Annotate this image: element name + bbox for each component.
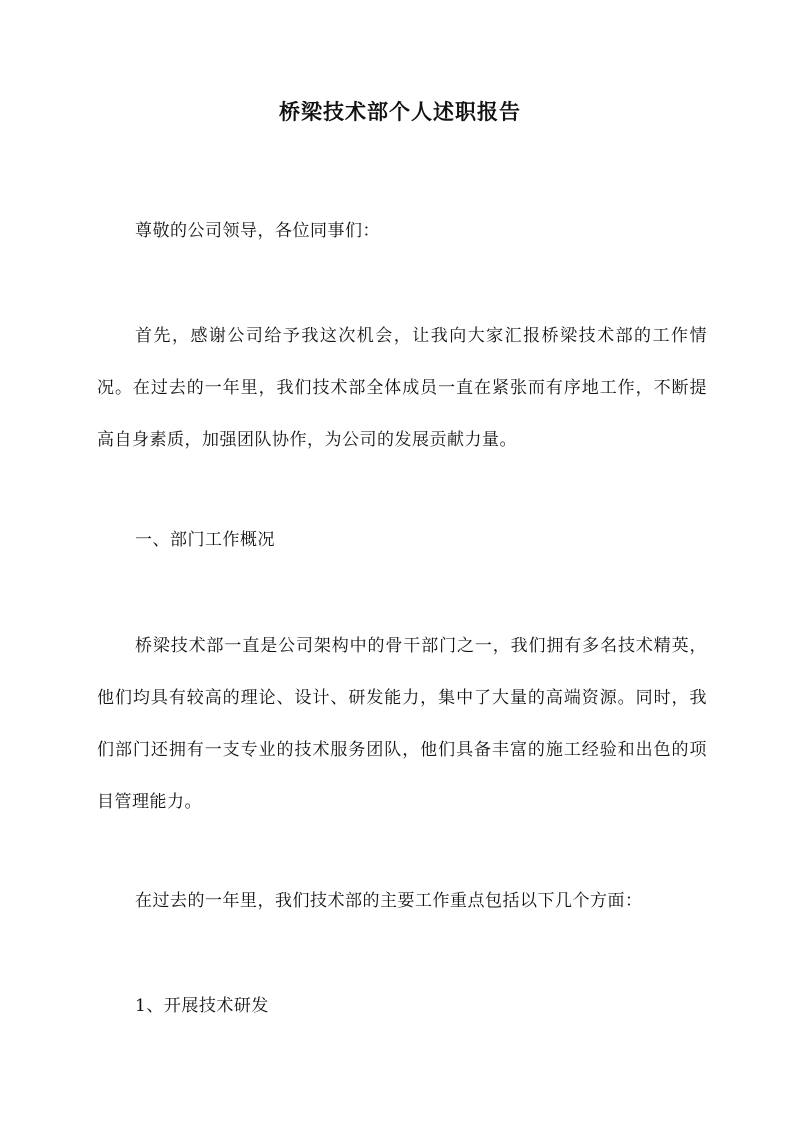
intro-paragraph: 首先，感谢公司给予我这次机会，让我向大家汇报桥梁技术部的工作情况。在过去的一年里，我们技术部全体成员一直在紧张而有序地工作，不断提高自身素质，加强团队协作，为公司的发展贡献力量。: [97, 326, 707, 450]
salutation-paragraph: 尊敬的公司领导，各位同事们：: [135, 221, 380, 241]
page-title: 桥梁技术部个人述职报告: [279, 99, 521, 124]
section-heading-overview: 一、部门工作概况: [135, 530, 275, 550]
overview-paragraph: 桥梁技术部一直是公司架构中的骨干部门之一，我们拥有多名技术精英，他们均具有较高的理论、设计、研发能力，集中了大量的高端资源。同时，我们部门还拥有一支专业的技术服务团队，他们具备丰富的施工经验和出色的项目管理能力。: [97, 636, 707, 812]
item-heading-research: 1、开展技术研发: [135, 996, 269, 1016]
focus-intro-paragraph: 在过去的一年里，我们技术部的主要工作重点包括以下几个方面：: [135, 891, 643, 911]
